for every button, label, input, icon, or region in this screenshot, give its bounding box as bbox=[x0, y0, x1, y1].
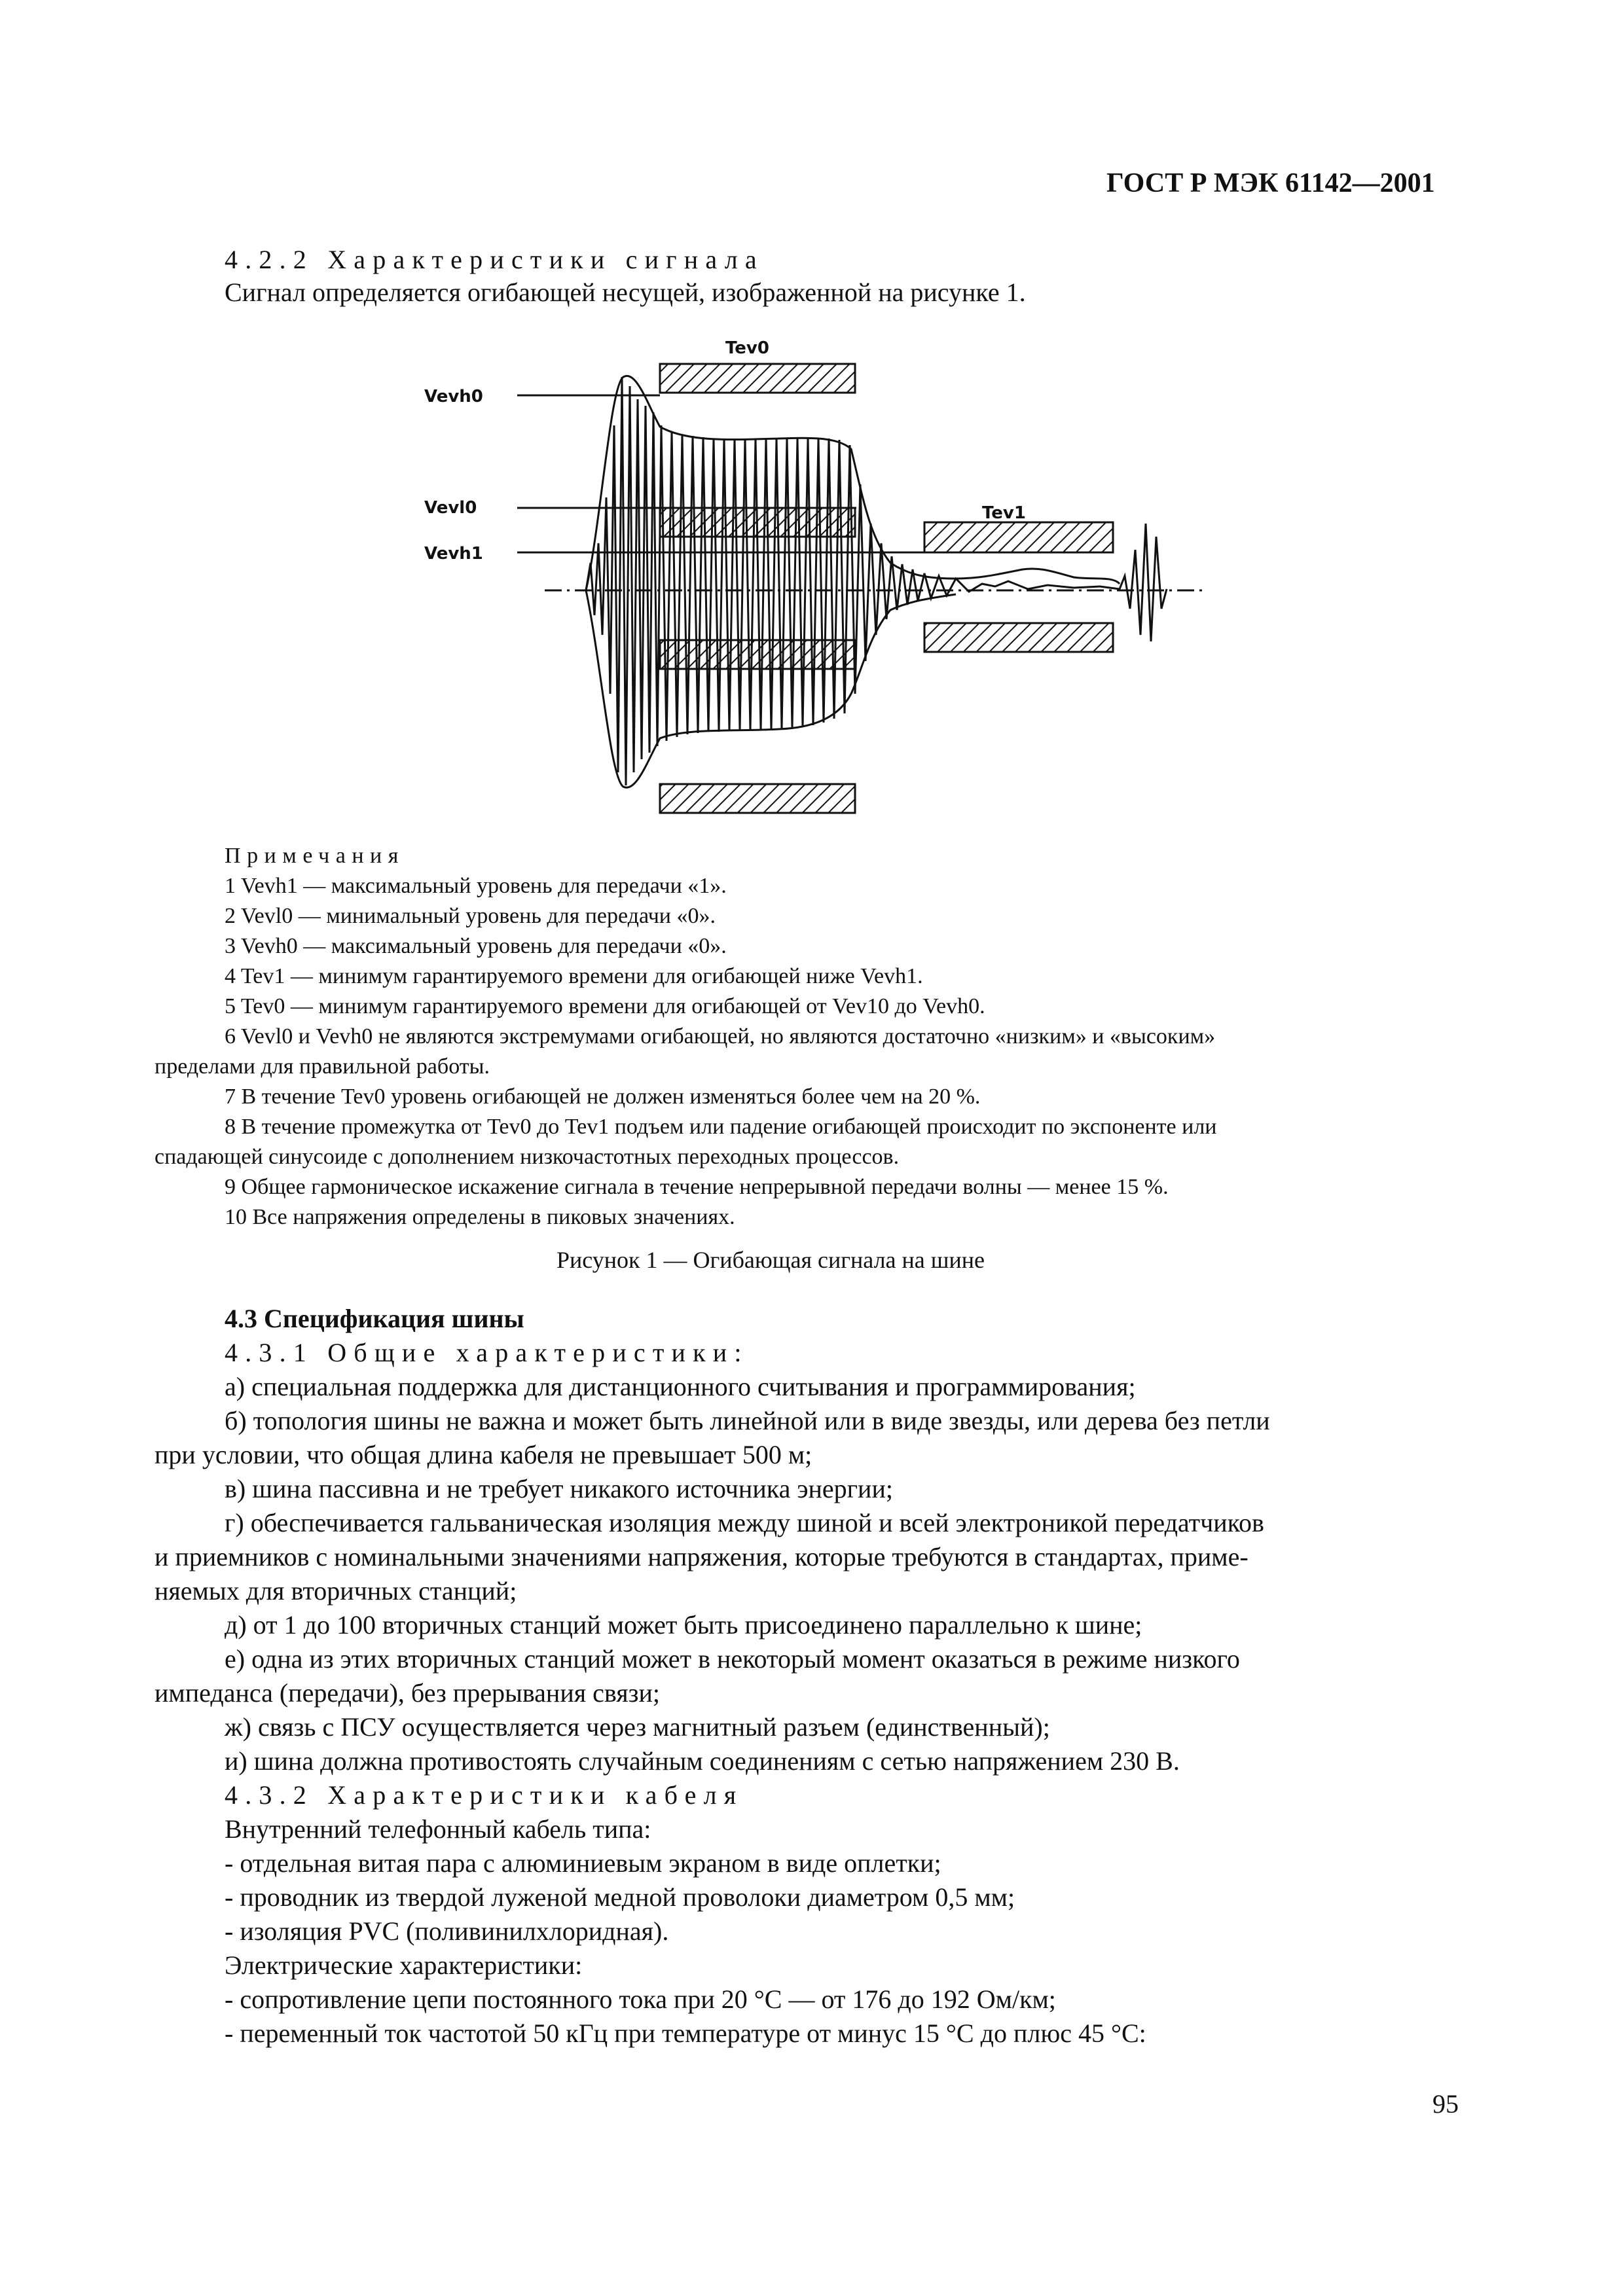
signal-envelope-figure bbox=[393, 327, 1237, 825]
section-4-2-2-text: Сигнал определяется огибающей несущей, изображенной на рисунке 1. bbox=[225, 278, 1026, 307]
cable-line: Электрические характеристики: bbox=[225, 1950, 583, 1980]
cable-line: - переменный ток частотой 50 кГц при температуре от минус 15 °C до плюс 45 °C: bbox=[225, 2018, 1146, 2048]
note-item: спадающей синусоиде с дополнением низкочастотных переходных процессов. bbox=[155, 1145, 900, 1169]
body-line: г) обеспечивается гальваническая изоляция между шиной и всей электроникой передатчиков bbox=[225, 1508, 1264, 1537]
body-line: няемых для вторичных станций; bbox=[155, 1576, 517, 1605]
cable-line: - отдельная витая пара с алюминиевым экраном в виде оплетки; bbox=[225, 1848, 941, 1878]
note-item: 10 Все напряжения определены в пиковых значениях. bbox=[225, 1205, 735, 1229]
section-4-3-2-title: 4.3.2 Характеристики кабеля bbox=[225, 1780, 744, 1810]
tev1-upper-hatch bbox=[924, 522, 1113, 552]
body-line: е) одна из этих вторичных станций может в некоторый момент оказаться в режиме низкого bbox=[225, 1644, 1240, 1674]
cable-line: Внутренний телефонный кабель типа: bbox=[225, 1814, 651, 1844]
tev1-label: Tev1 bbox=[982, 503, 1026, 523]
body-line: б) топология шины не важна и может быть линейной или в виде звезды, или дерева без петли bbox=[225, 1406, 1270, 1435]
vevh1-label: Vevh1 bbox=[424, 544, 483, 564]
note-item: 1 Vevh1 — максимальный уровень для передачи «1». bbox=[225, 874, 727, 898]
tev0-bottom-hatch bbox=[660, 784, 855, 813]
note-item: 5 Tev0 — минимум гарантируемого времени для огибающей от Vev10 до Vevh0. bbox=[225, 994, 985, 1018]
figure-caption: Рисунок 1 — Огибающая сигнала на шине bbox=[556, 1247, 985, 1273]
note-item: 8 В течение промежутка от Tev0 до Tev1 подъем или падение огибающей происходит по экспоненте или bbox=[225, 1115, 1217, 1139]
body-line: и приемников с номинальными значениями напряжения, которые требуются в стандартах, приме- bbox=[155, 1542, 1249, 1571]
body-line: д) от 1 до 100 вторичных станций может быть присоединено параллельно к шине; bbox=[225, 1610, 1142, 1640]
note-item: 6 Vevl0 и Vevh0 не являются экстремумами огибающей, но являются достаточно «низким» и «высоким» bbox=[225, 1024, 1216, 1049]
note-item: 4 Tev1 — минимум гарантируемого времени для огибающей ниже Vevh1. bbox=[225, 964, 923, 988]
note-item: 7 В течение Tev0 уровень огибающей не должен изменяться более чем на 20 %. bbox=[225, 1085, 981, 1109]
tev0-label: Tev0 bbox=[725, 338, 769, 358]
note-item: 2 Vevl0 — минимальный уровень для передачи «0». bbox=[225, 904, 716, 928]
document-header: ГОСТ Р МЭК 61142—2001 bbox=[1106, 168, 1435, 198]
note-item: пределами для правильной работы. bbox=[155, 1054, 490, 1079]
carrier-wave bbox=[586, 377, 1167, 785]
vevh0-label: Vevh0 bbox=[424, 387, 483, 406]
cable-line: - проводник из твердой луженой медной проволоки диаметром 0,5 мм; bbox=[225, 1882, 1015, 1912]
note-item: 9 Общее гармоническое искажение сигнала в течение непрерывной передачи волны — менее 15 %. bbox=[225, 1175, 1169, 1199]
cable-line: - сопротивление цепи постоянного тока при 20 °C — от 176 до 192 Ом/км; bbox=[225, 1984, 1056, 2014]
body-line: а) специальная поддержка для дистанционного считывания и программирования; bbox=[225, 1372, 1136, 1401]
body-line: ж) связь с ПСУ осуществляется через магнитный разъем (единственный); bbox=[225, 1712, 1050, 1742]
section-4-3-1-title: 4.3.1 Общие характеристики: bbox=[225, 1338, 749, 1367]
tev0-top-hatch bbox=[660, 364, 855, 393]
tev1-lower-hatch bbox=[924, 623, 1113, 652]
cable-line: - изоляция PVC (поливинилхлоридная). bbox=[225, 1916, 669, 1946]
body-line: импеданса (передачи), без прерывания связи; bbox=[155, 1678, 660, 1708]
section-4-3-title: 4.3 Спецификация шины bbox=[225, 1304, 524, 1333]
body-line: и) шина должна противостоять случайным соединениям с сетью напряжением 230 В. bbox=[225, 1746, 1180, 1776]
note-item: 3 Vevh0 — максимальный уровень для передачи «0». bbox=[225, 934, 727, 958]
signal-envelope-diagram bbox=[393, 327, 1237, 825]
section-4-2-2-title: 4.2.2 Характеристики сигнала bbox=[225, 245, 764, 274]
body-line: при условии, что общая длина кабеля не превышает 500 м; bbox=[155, 1440, 812, 1469]
vevl0-label: Vevl0 bbox=[424, 498, 477, 518]
page-number: 95 bbox=[1432, 2089, 1459, 2119]
body-line: в) шина пассивна и не требует никакого источника энергии; bbox=[225, 1474, 893, 1503]
notes-title: Примечания bbox=[225, 844, 405, 868]
